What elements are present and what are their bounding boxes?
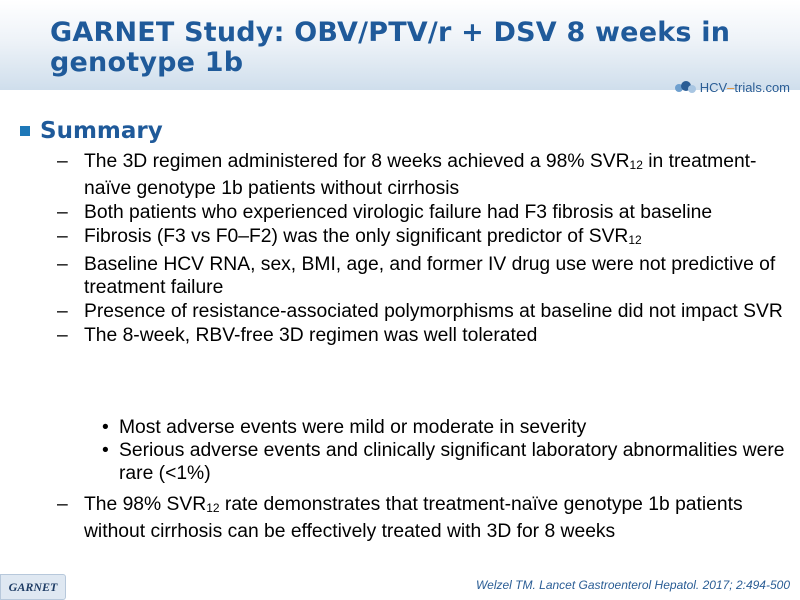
- dash-bullet-icon: –: [57, 494, 68, 515]
- slide-content: [20, 116, 790, 348]
- hcv-trials-logo: [675, 80, 790, 95]
- dash-bullet-icon: –: [57, 151, 68, 172]
- logo-text: HCV–trials.com: [699, 80, 790, 95]
- dash-bullet-icon: –: [57, 301, 68, 322]
- dot-bullet-icon: •: [102, 417, 109, 438]
- summary-heading: [20, 116, 790, 146]
- slide-title: GARNET Study: OBV/PTV/r + DSV 8 weeks in genotype 1b: [50, 17, 731, 78]
- summary-subpoint: • Most adverse events were mild or moderate in severity: [102, 417, 587, 438]
- square-bullet-icon: [20, 126, 30, 136]
- dash-bullet-icon: –: [57, 202, 68, 223]
- summary-point: – Presence of resistance-associated polymorphisms at baseline did not impact SVR: [57, 301, 783, 322]
- dash-bullet-icon: –: [57, 254, 68, 275]
- tolerability-sublist: [20, 416, 790, 485]
- dot-bullet-icon: •: [102, 440, 109, 461]
- summary-heading-text: Summary: [40, 118, 163, 144]
- summary-point: – Baseline HCV RNA, sex, BMI, age, and former IV drug use were not predictive of treatment failure: [57, 254, 776, 298]
- summary-point: – The 8-week, RBV-free 3D regimen was well tolerated: [57, 325, 538, 346]
- summary-point: – The 3D regimen administered for 8 weeks achieved a 98% $SVR_{12}$ in treatment-naïve genotype 1b patients without cirrhosis: [57, 151, 757, 199]
- summary-point: – The 98% $SVR_{12}$ rate demonstrates that treatment-naïve genotype 1b patients without cirrhosis can be effectively treated with 3D for 8 weeks: [57, 494, 743, 542]
- dash-bullet-icon: –: [57, 325, 68, 346]
- slide-header: [0, 0, 800, 90]
- logo-icon: [675, 81, 697, 95]
- study-tag: GARNET: [0, 574, 66, 600]
- summary-list-continued: [20, 493, 790, 544]
- summary-point: – Both patients who experienced virologic failure had F3 fibrosis at baseline: [57, 202, 713, 223]
- summary-list: [20, 150, 790, 347]
- summary-point: – Fibrosis (F3 vs F0–F2) was the only significant predictor of $SVR_{12}$: [57, 226, 642, 247]
- summary-subpoint: • Serious adverse events and clinically significant laboratory abnormalities were rare (<1%): [102, 440, 785, 484]
- dash-bullet-icon: –: [57, 226, 68, 247]
- citation: Welzel TM. Lancet Gastroenterol Hepatol. 2017; 2:494-500: [476, 578, 790, 592]
